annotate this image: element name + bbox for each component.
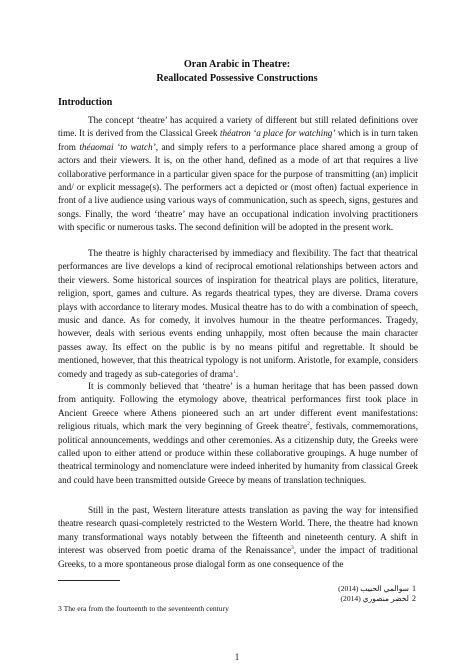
footnote-2-number: 2 [412, 594, 416, 603]
paragraph-3-text-a: It is commonly believed that ‘theatre’ is a human heritage that has been passed down from antiquity. Following the etymology above, theatrical performances first took place in Ancient Greece where Athens pioneered such an art under different event manifestations: religious rituals, which mark the very beginning of Greek theatre [58, 381, 418, 432]
footnote-separator [58, 580, 120, 581]
paragraph-3-text-b: , festivals, commemorations, political announcements, weddings and other ceremonies. As a citizenship duty, the Greeks were called upon to either attend or produce within these collaborative groupings. A huge number of theatrical terminology and nomenclature were indeed inherited by humanity from classical Greek and could have been transmitted outside Greece by means of translation techniques. [58, 421, 418, 485]
footnote-3 [58, 604, 229, 613]
footnote-3-text: The era from the fourteenth to the seventeenth century [63, 604, 229, 613]
footnote-2 [340, 594, 416, 604]
paragraph-1-text-e: , and simply refers to a performance place shared among a group of actors and their viewers. It is, on the other hand, defined as a mode of art that requires a live collaborative performance in a particular given space for the purpose of transmitting (an) implicit and/ or explicit message(s). The performers act a depicted or (most often) factual experience in front of a live audience using various ways of communication, such as speech, signs, gestures and songs. Finally, the word ‘theatre’ may have an occupational indication involving practitioners with specific or numerous tasks. The second definition will be adopted in the present work. [58, 141, 419, 233]
paragraph-4 [58, 504, 418, 571]
title-line-1: Oran Arabic in Theatre: [183, 59, 291, 70]
footnote-1-number: 1 [412, 584, 416, 593]
paragraph-4-text-b: , under the impact of traditional Greeks, to a more spontaneous prose dialogal form as one consequence of the [58, 545, 418, 569]
title-line-2: Reallocated Possessive Constructions [156, 73, 318, 84]
paragraph-1-text-a: The concept ‘theatre’ has acquired a variety of different but still related definitions over time. It is derived from the Classical Greek [58, 115, 418, 139]
footnote-1 [338, 584, 416, 594]
footnote-2-text: لخضر منصوري (2014) [340, 594, 409, 603]
page-number: 1 [234, 652, 240, 662]
paragraph-1-term-theatron: théatron ‘a place for watching’ [219, 128, 336, 139]
footnote-1-text: سوالمي الحبيب (2014) [338, 584, 409, 593]
paragraph-1-term-theaomai: théaomai ‘to watch’ [79, 141, 156, 152]
paragraph-1-text-c: which is in turn taken from [58, 128, 418, 152]
footnote-ref-2[interactable]: 2 [307, 421, 310, 428]
footnote-ref-1[interactable]: 1 [233, 368, 236, 375]
section-heading: Introduction [58, 97, 113, 108]
paragraph-2 [58, 247, 418, 381]
paragraph-3 [58, 380, 418, 487]
paragraph-2-text-a: The theatre is highly characterised by immediacy and flexibility. The fact that theatrical performances are live develops a kind of reciprocal emotional relationships between actors and their viewers. Some historical sources of inspiration for theatrical plays are politics, literature, religion, sport, games and culture. As regards theatrical types, they are diverse. Drama covers plays with accordance to literary modes. Musical theatre has to do with a combination of speech, music and dance. As for comedy, it involves humour in the theatre performances. Tragedy, however, deals with serious events ending unhappily, most often because the main character passes away. Its effect on the public is by no means pitiful and regrettable. It should be mentioned, however, that this theatrical typology is not uniform. Aristotle, for example, considers comedy and tragedy as sub-categories of drama [58, 248, 418, 379]
paragraph-4-text-a: Still in the past, Western literature attests translation as paving the way for intensified theatre research quasi-completely restricted to the Western World. There, the theatre had known many transformational ways notably between the fifteenth and nineteenth century. A shift in interest was observed from poetic drama of the Renaissance [58, 505, 418, 556]
footnote-ref-3[interactable]: 3 [291, 545, 294, 552]
footnote-3-number: 3 [58, 604, 62, 613]
paragraph-2-text-b: . [235, 368, 239, 379]
paragraph-1 [58, 114, 418, 235]
